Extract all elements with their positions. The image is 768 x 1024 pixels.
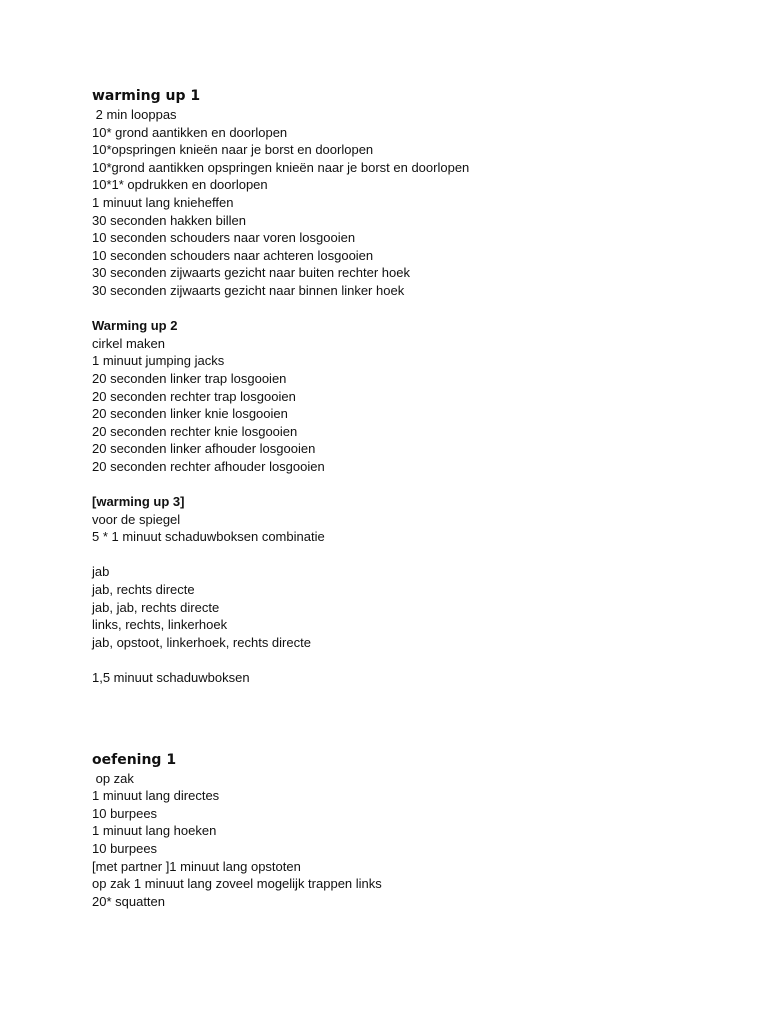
text-line: 30 seconden zijwaarts gezicht naar buiten rechter hoek <box>92 265 410 281</box>
blank-line <box>92 475 732 493</box>
text-line: 20 seconden linker afhouder losgooien <box>92 441 316 457</box>
text-line: 5 * 1 minuut schaduwboksen combinatie <box>92 529 325 545</box>
text-line: 1 minuut lang hoeken <box>92 823 217 839</box>
combo-line: jab, rechts directe <box>92 582 195 598</box>
text-line: [met partner ]1 minuut lang opstoten <box>92 858 301 874</box>
text-line: 10*opspringen knieën naar je borst en doorlopen <box>92 142 374 158</box>
text-line: 20 seconden rechter trap losgooien <box>92 388 296 404</box>
section-warming-up-2 <box>92 317 732 475</box>
text-line: 10 seconden schouders naar achteren losgooien <box>92 247 374 263</box>
section-heading: [warming up 3] <box>92 494 185 510</box>
combo-line: jab <box>92 564 110 580</box>
text-line: op zak 1 minuut lang zoveel mogelijk trappen links <box>92 876 382 892</box>
text-line: 1,5 minuut schaduwboksen <box>92 670 250 685</box>
text-line: 30 seconden zijwaarts gezicht naar binnen linker hoek <box>92 282 405 298</box>
combo-line: links, rechts, linkerhoek <box>92 617 228 633</box>
section-warming-up-1 <box>92 87 732 300</box>
section-heading: warming up 1 <box>92 88 201 104</box>
blank-line <box>92 651 732 669</box>
text-line: 20* squatten <box>92 893 166 909</box>
text-line: voor de spiegel <box>92 511 181 527</box>
text-line: 1 minuut lang knieheffen <box>92 194 234 210</box>
text-line: 10 burpees <box>92 840 158 856</box>
text-line: 1 minuut lang directes <box>92 788 220 804</box>
text-line: 10 burpees <box>92 805 158 821</box>
text-line: op zak <box>92 770 134 786</box>
blank-space <box>92 687 732 751</box>
text-line: 20 seconden rechter knie losgooien <box>92 423 298 439</box>
text-line: 2 min looppas <box>92 107 177 122</box>
text-line: 20 seconden linker knie losgooien <box>92 406 288 422</box>
text-line: cirkel maken <box>92 335 165 351</box>
text-line: 10*1* opdrukken en doorlopen <box>92 177 268 193</box>
text-line: 1 minuut jumping jacks <box>92 353 225 369</box>
combo-line: jab, opstoot, linkerhoek, rechts directe <box>92 634 311 650</box>
document-page <box>92 87 732 910</box>
text-line: 30 seconden hakken billen <box>92 212 246 228</box>
text-line: 20 seconden rechter afhouder losgooien <box>92 458 325 474</box>
combo-line: jab, jab, rechts directe <box>92 599 220 615</box>
section-heading: oefening 1 <box>92 751 177 768</box>
text-line: 20 seconden linker trap losgooien <box>92 370 287 386</box>
text-line: 10*grond aantikken opspringen knieën naar je borst en doorlopen <box>92 159 470 175</box>
section-warming-up-3 <box>92 493 732 687</box>
blank-line <box>92 300 732 318</box>
section-heading: Warming up 2 <box>92 318 178 334</box>
text-line: 10* grond aantikken en doorlopen <box>92 124 288 140</box>
section-oefening-1 <box>92 751 732 911</box>
blank-line <box>92 546 732 564</box>
text-line: 10 seconden schouders naar voren losgooien <box>92 230 356 246</box>
